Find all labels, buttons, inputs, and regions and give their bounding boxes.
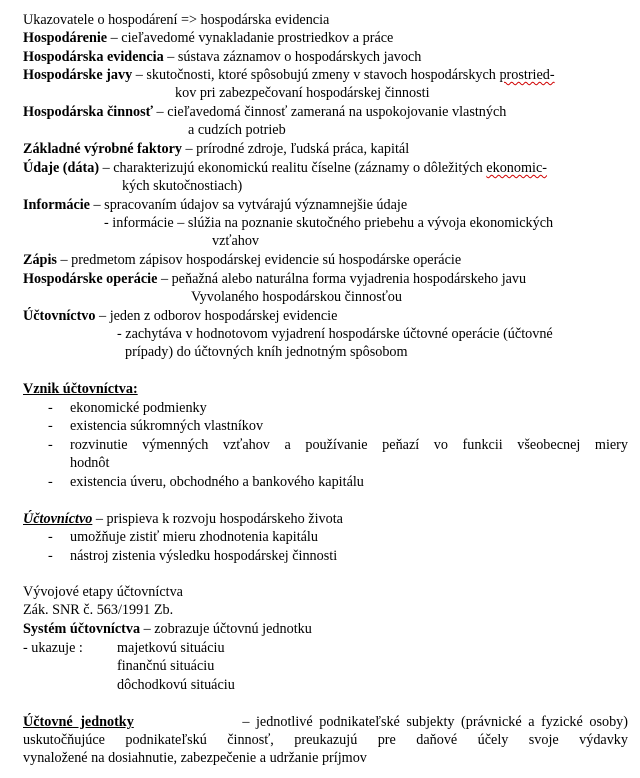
definition: – jeden z odborov hospodárskej evidencie <box>95 308 338 324</box>
spellcheck-word: prostried- <box>499 67 555 83</box>
list-item-continuation: hodnôt <box>70 455 110 471</box>
term: Hospodárenie <box>23 30 108 46</box>
situacia-item: majetkovú situáciu <box>117 640 225 656</box>
bullet-dash: - <box>48 418 53 434</box>
def-uctovnictvo-sub: - zachytáva v hodnotovom vyjadrení hospodárske účtovné operácie (účtovné <box>117 326 553 342</box>
section-uctovnictvo <box>23 510 343 528</box>
def-continuation: vzťahov <box>212 233 260 249</box>
def-continuation: Vyvolaného hospodárskou činnosťou <box>191 289 402 305</box>
def-uctovnictvo <box>23 307 337 325</box>
bullet-dash: - <box>48 529 53 545</box>
def-continuation: prípady) do účtovných kníh jednotným spôsobom <box>125 344 408 360</box>
def-udaje <box>23 159 547 177</box>
definition: – cieľavedomé vynakladanie prostriedkov a práce <box>107 30 394 46</box>
list-item: ekonomické podmienky <box>70 400 207 416</box>
bullet-dash: - <box>48 548 53 564</box>
def-hospodarska-cinnost <box>23 103 506 121</box>
def-hospodarska-evidencia <box>23 48 421 66</box>
def-hospodarske-operacie <box>23 270 526 288</box>
def-continuation: vynaložené na dosiahnutie, zabezpečenie a udržanie príjmov <box>23 750 367 766</box>
line-vyvojove-etapy: Vývojové etapy účtovníctva <box>23 584 183 600</box>
list-item: nástroj zistenia výsledku hospodárskej činnosti <box>70 548 338 564</box>
definition: – peňažná alebo naturálna forma vyjadrenia hospodárskeho javu <box>157 271 527 287</box>
list-item: umožňuje zistiť mieru zhodnotenia kapitálu <box>70 529 318 545</box>
term: Systém účtovníctva <box>23 621 141 637</box>
def-vyrobne-faktory <box>23 140 409 158</box>
section-heading-vznik: Vznik účtovníctva: <box>23 381 138 397</box>
def-continuation: kých skutočnostiach) <box>122 178 243 194</box>
definition: – prírodné zdroje, ľudská práca, kapitál <box>181 141 410 157</box>
definition: – cieľavedomá činnosť zameraná na uspokojovanie vlastných <box>153 104 507 120</box>
bullet-dash: - <box>48 437 53 453</box>
def-hospodarenie <box>23 29 393 47</box>
term: Hospodárske operácie <box>23 271 158 287</box>
situacia-item: finančnú situáciu <box>117 658 215 674</box>
list-item: rozvinutie výmenných vzťahov a používanie peňazí vo funkcii všeobecnej miery <box>70 437 628 453</box>
def-informacie-sub: - informácie – slúžia na poznanie skutočného priebehu a vývoja ekonomických <box>104 215 554 231</box>
term: Údaje (dáta) <box>23 160 100 176</box>
def-system-uctovnictva <box>23 620 312 638</box>
term: Základné výrobné faktory <box>23 141 182 157</box>
term: Účtovníctvo <box>23 308 96 324</box>
term: Hospodárske javy <box>23 67 133 83</box>
term: Účtovníctvo <box>23 511 93 527</box>
spellcheck-word: ekonomic- <box>486 160 547 176</box>
def-zapis <box>23 251 461 269</box>
bullet-dash: - <box>48 474 53 490</box>
term: Hospodárska činnosť <box>23 104 153 120</box>
definition: – jednotlivé podnikateľské subjekty (právnické a fyzické osoby) <box>242 714 628 730</box>
def-hospodarske-javy <box>23 66 555 84</box>
line-zakon: Zák. SNR č. 563/1991 Zb. <box>23 602 174 618</box>
term: Informácie <box>23 197 90 213</box>
situacia-item: dôchodkovú situáciu <box>117 677 235 693</box>
definition: – skutočnosti, ktoré spôsobujú zmeny v stavoch hospodárskych <box>132 67 500 83</box>
def-uctovne-jednotky <box>23 713 628 731</box>
definition: – sústava záznamov o hospodárskych javoch <box>163 49 422 65</box>
ukazuje-label: - ukazuje : <box>23 640 83 656</box>
line-ukazovatele: Ukazovatele o hospodárení => hospodárska evidencia <box>23 12 330 28</box>
definition: – spracovaním údajov sa vytvárajú významnejšie údaje <box>89 197 408 213</box>
definition: – charakterizujú ekonomickú realitu číselne (záznamy o dôležitých <box>99 160 487 176</box>
definition: – zobrazuje účtovnú jednotku <box>140 621 312 637</box>
def-continuation: kov pri zabezpečovaní hospodárskej činnosti <box>175 85 430 101</box>
term: Zápis <box>23 252 57 268</box>
def-continuation: uskutočňujúce podnikateľskú činnosť, preukazujú pre daňové účely svoje výdavky <box>23 732 628 748</box>
def-continuation: a cudzích potrieb <box>188 122 286 138</box>
def-informacie <box>23 196 407 214</box>
bullet-dash: - <box>48 400 53 416</box>
definition: – predmetom zápisov hospodárskej evidencie sú hospodárske operácie <box>56 252 462 268</box>
definition: – prispieva k rozvoju hospodárskeho života <box>92 511 343 527</box>
list-item: existencia úveru, obchodného a bankového kapitálu <box>70 474 364 490</box>
list-item: existencia súkromných vlastníkov <box>70 418 264 434</box>
term: Hospodárska evidencia <box>23 49 164 65</box>
term: Účtovné jednotky <box>23 714 134 730</box>
